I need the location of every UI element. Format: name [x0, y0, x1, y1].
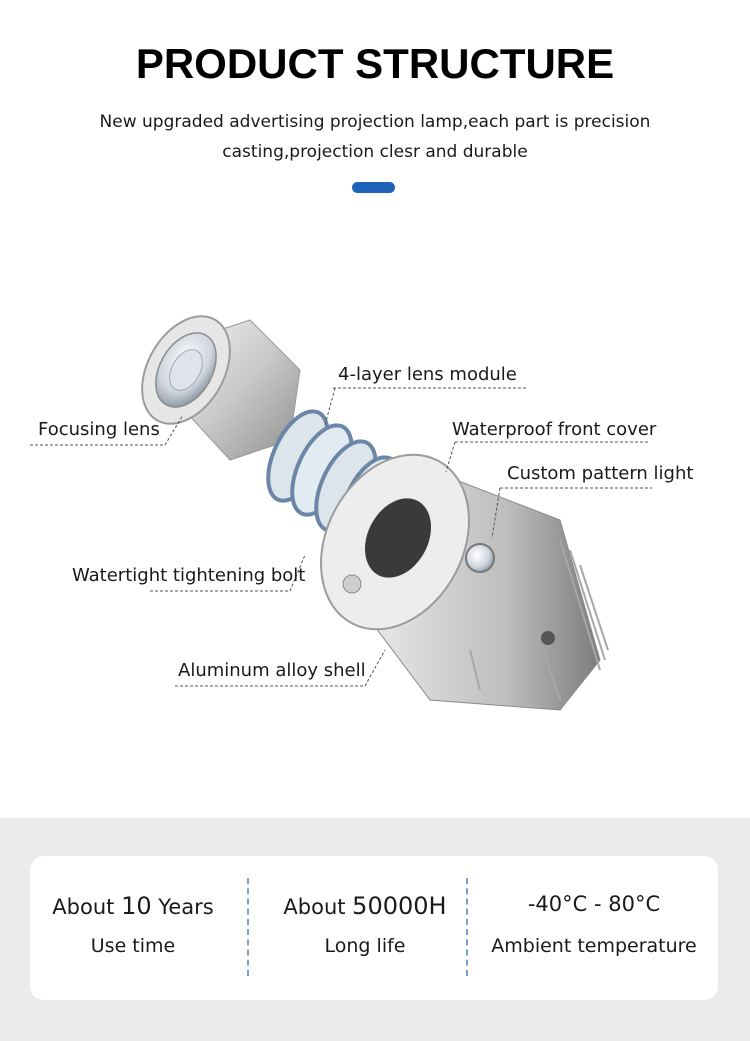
stat-caption: Ambient temperature — [491, 935, 697, 957]
stat-long-life — [250, 856, 480, 1000]
stat-ambient-temperature — [470, 856, 718, 1000]
stat-divider — [247, 878, 249, 976]
label-pattern-light: Custom pattern light — [507, 463, 694, 484]
stat-value: About 10 Years — [52, 892, 214, 920]
stat-value: -40°C - 80°C — [527, 892, 661, 916]
accent-pill — [352, 182, 395, 193]
label-front-cover: Waterproof front cover — [452, 419, 657, 440]
stat-caption: Use time — [90, 935, 176, 957]
stat-caption: Long life — [324, 935, 406, 957]
stats-card — [30, 856, 718, 1000]
label-focusing-lens: Focusing lens — [38, 419, 160, 440]
label-lens-module: 4-layer lens module — [338, 364, 517, 385]
product-exploded-illustration — [0, 220, 750, 780]
page-title: PRODUCT STRUCTURE — [135, 40, 615, 87]
subtitle-line-2: casting,projection clesr and durable — [222, 142, 528, 162]
stat-use-time — [30, 856, 236, 1000]
subtitle-line-1: New upgraded advertising projection lamp,each part is precision — [99, 112, 651, 132]
stat-value: About 50000H — [283, 892, 447, 920]
stat-divider — [466, 878, 468, 976]
label-tightening-bolt: Watertight tightening bolt — [72, 565, 306, 586]
label-alloy-shell: Aluminum alloy shell — [178, 660, 366, 681]
